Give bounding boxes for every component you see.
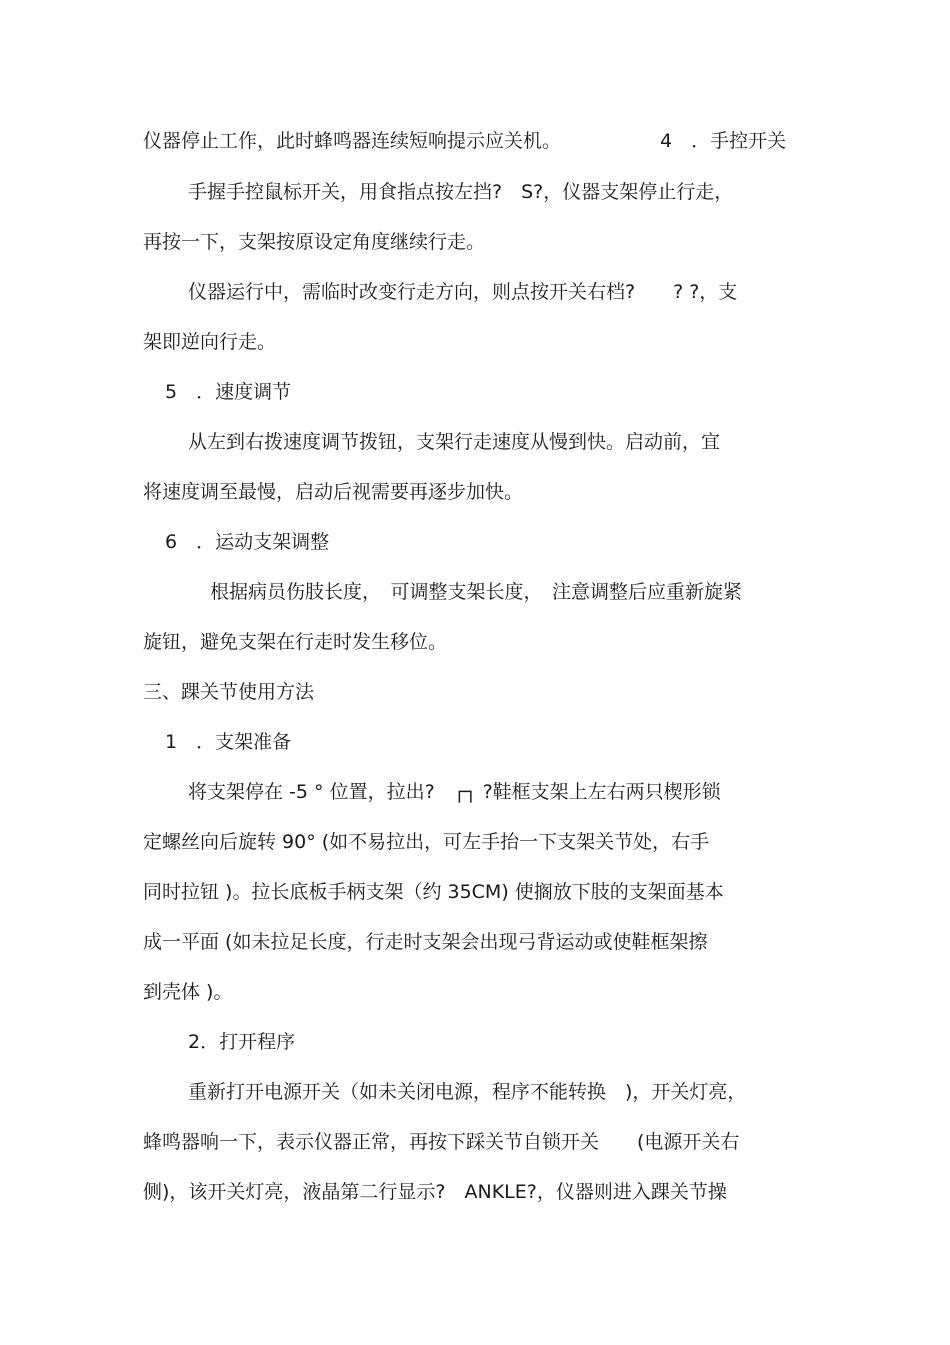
section-heading: 2．打开程序: [188, 1031, 296, 1053]
text-line: 同时拉钮 )。拉长底板手柄支架（约 35CM) 使搁放下肢的支架面基本: [143, 881, 724, 903]
text-line: 根据病员伤肢长度， 可调整支架长度， 注意调整后应重新旋紧: [210, 581, 743, 603]
text-line: 将支架停在 -5 ° 位置，拉出? ┌┐ ?鞋框支架上左右两只楔形锁: [188, 781, 721, 803]
text-line: 侧)，该开关灯亮，液晶第二行显示? ANKLE?，仪器则进入踝关节操: [143, 1181, 727, 1203]
text-line: 将速度调至最慢，启动后视需要再逐步加快。: [143, 481, 524, 503]
text-line: 从左到右拨速度调节拨钮，支架行走速度从慢到快。启动前，宜: [188, 431, 721, 453]
chapter-heading: 三、踝关节使用方法: [143, 681, 315, 703]
text-line: 定螺丝向后旋转 90° (如不易拉出，可左手抬一下支架关节处，右手: [143, 831, 710, 853]
text-line: 架即逆向行走。: [143, 331, 277, 353]
text-line: 仪器运行中，需临时改变行走方向，则点按开关右档? ? ?，支: [188, 281, 738, 303]
section-heading: 5 ．速度调节: [165, 381, 292, 403]
text-line: 到壳体 )。: [143, 981, 233, 1003]
section-heading: 4 ．手控开关: [660, 130, 787, 152]
text-line: 旋钮，避免支架在行走时发生移位。: [143, 631, 448, 653]
text-line: 成一平面 (如未拉足长度，行走时支架会出现弓背运动或使鞋框架擦: [143, 931, 708, 953]
text-line: 重新打开电源开关（如未关闭电源，程序不能转换 )，开关灯亮，: [188, 1081, 747, 1103]
text-line: 手握手控鼠标开关，用食指点按左挡? S?，仪器支架停止行走，: [188, 181, 734, 203]
text-line: 仪器停止工作，此时蜂鸣器连续短响提示应关机。: [143, 130, 562, 152]
text-line: 蜂鸣器响一下，表示仪器正常，再按下踩关节自锁开关 (电源开关右: [143, 1131, 740, 1153]
section-heading: 1 ．支架准备: [165, 731, 292, 753]
section-heading: 6 ．运动支架调整: [165, 531, 330, 553]
text-line: 再按一下，支架按原设定角度继续行走。: [143, 231, 486, 253]
